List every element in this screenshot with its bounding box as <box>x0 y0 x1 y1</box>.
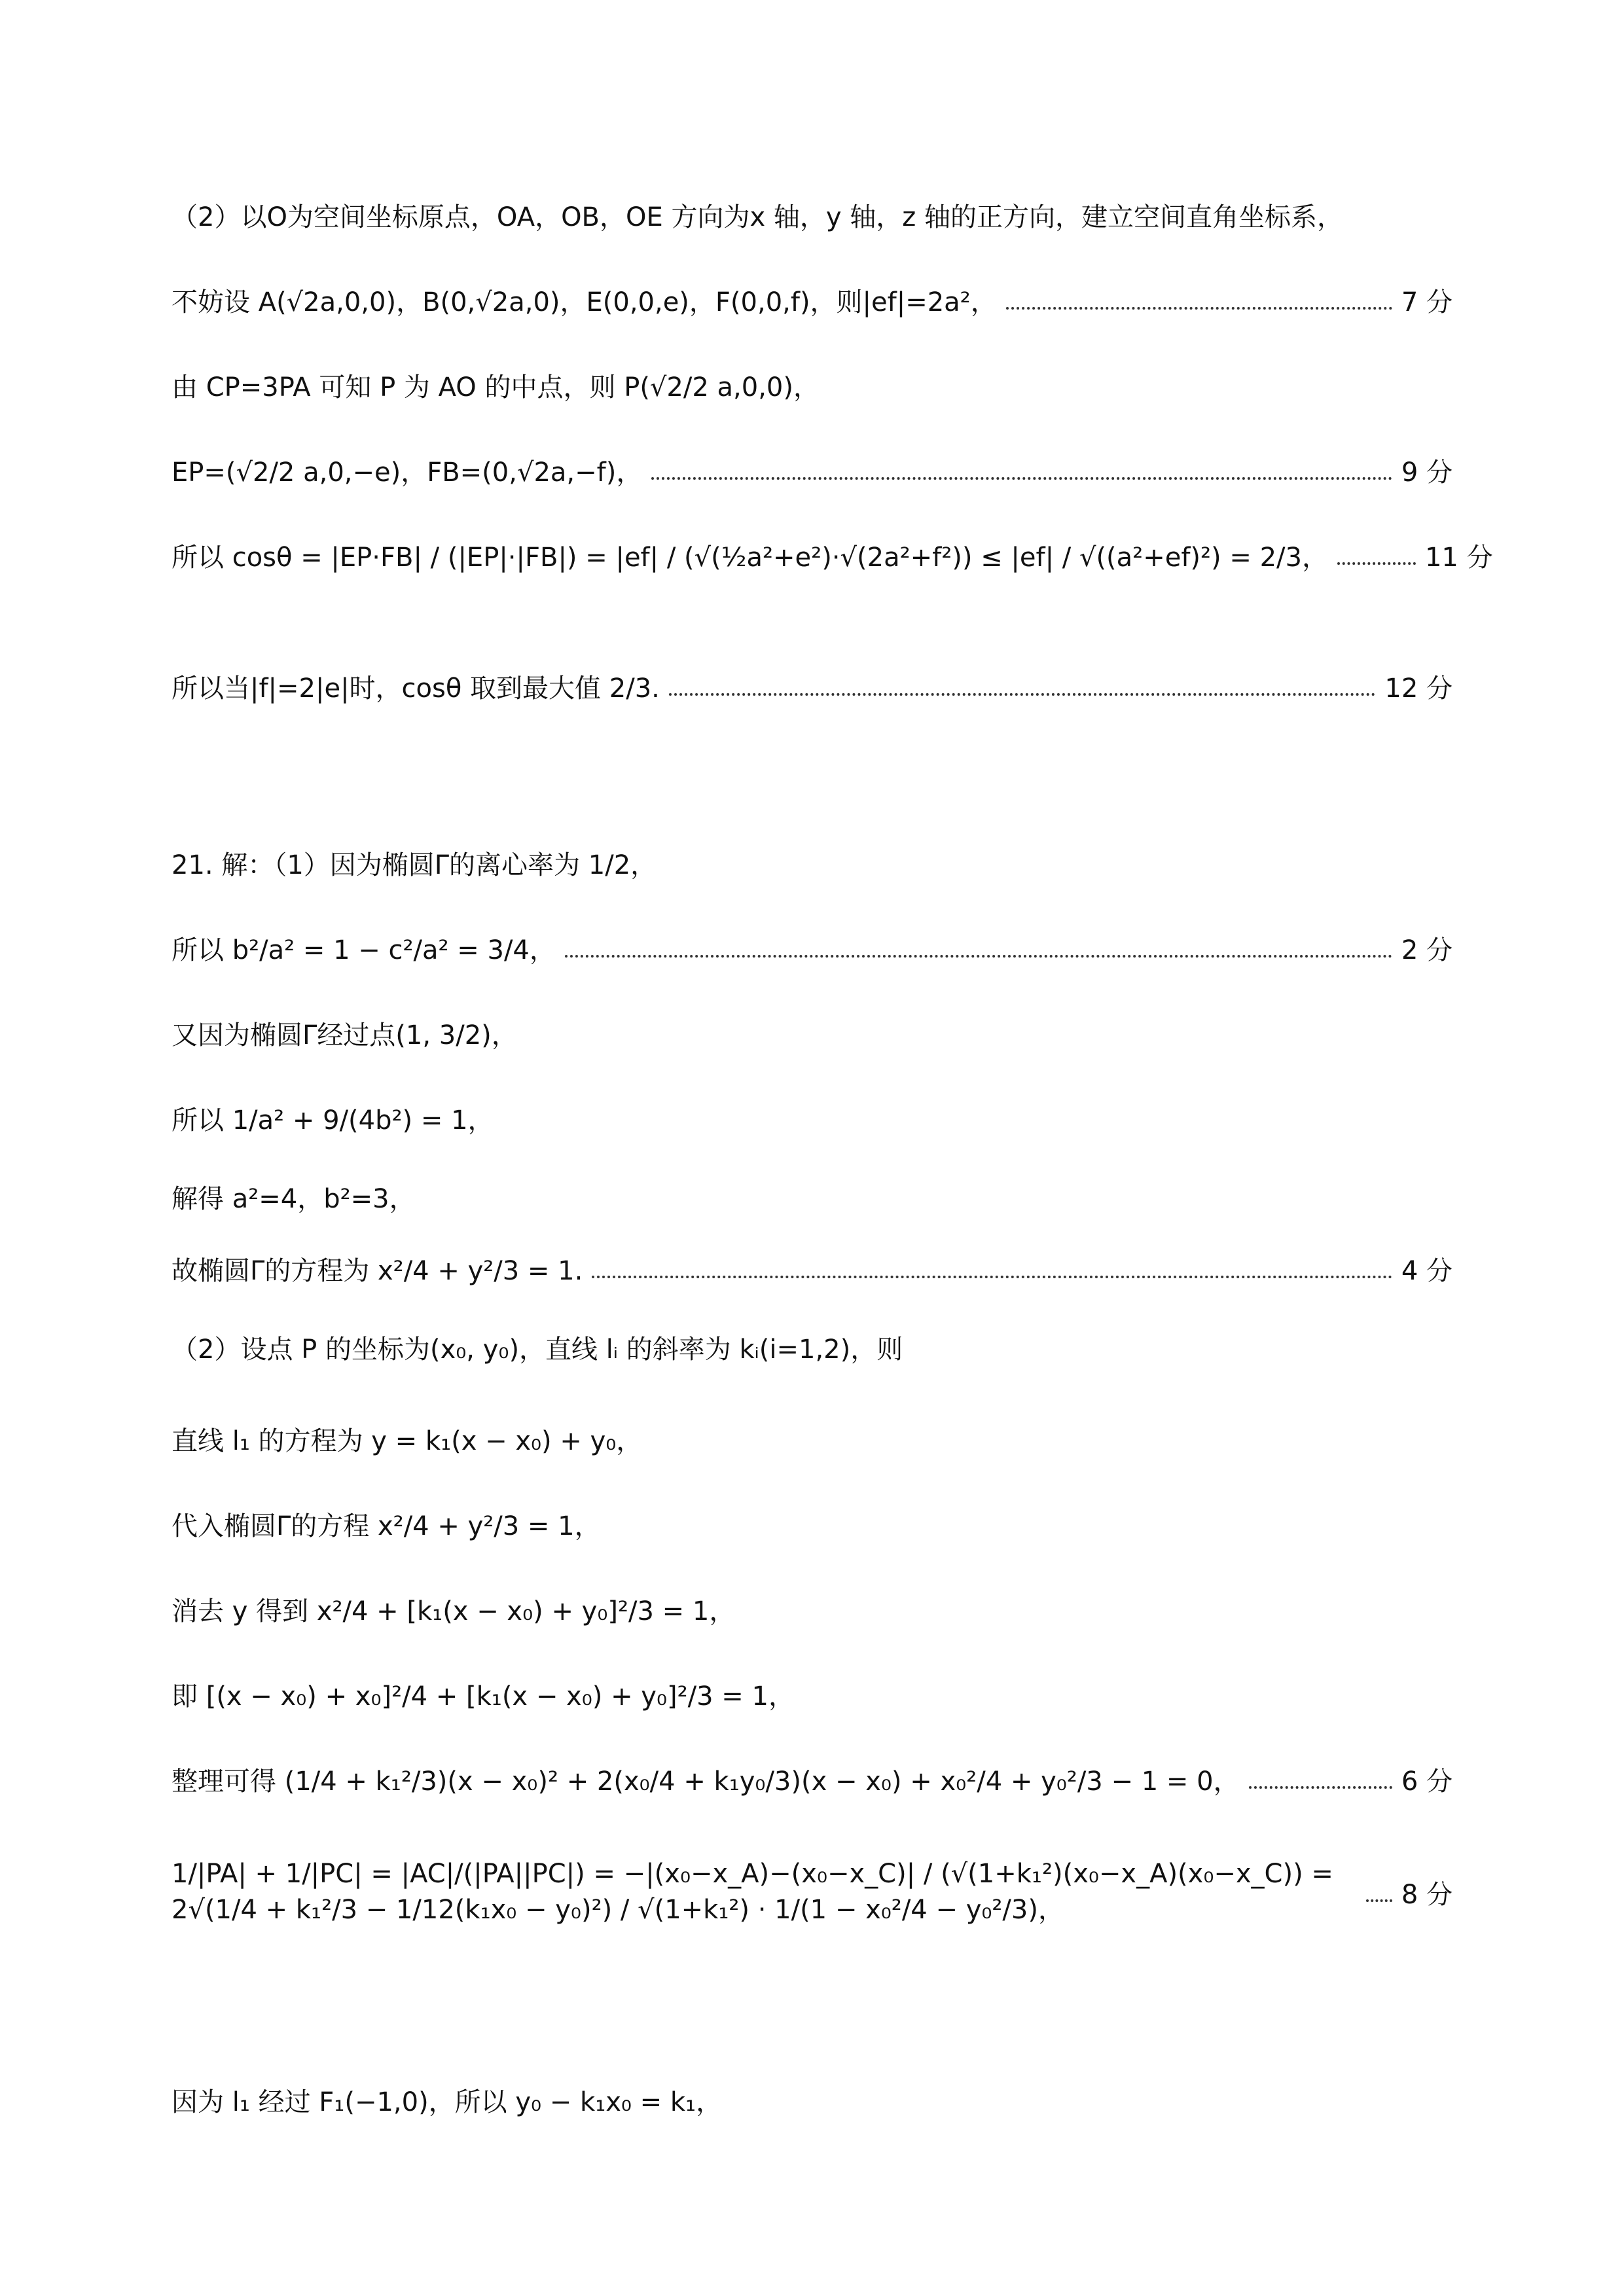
line-4 <box>171 452 1453 489</box>
score-label: 8 分 <box>1401 1880 1453 1910</box>
line-18-text: 整理可得 (1/4 + k₁²/3)(x − x₀)² + 2(x₀/4 + k₁y₀/3)(x − x₀) + x₀²/4 + y₀²/3 − 1 = 0， <box>171 1767 1240 1797</box>
line-8 <box>171 929 1453 967</box>
line-11 <box>171 1178 1453 1215</box>
line-5-text: 所以 cosθ = |EP·FB| / (|EP|·|FB|) = |ef| / (√(½a²+e²)·√(2a²+f²)) ≤ |ef| / √((a²+ef)²) = 2/3， <box>171 543 1328 573</box>
score-label: 9 分 <box>1401 457 1453 488</box>
line-17 <box>171 1676 1453 1713</box>
line-3-text: 由 CP=3PA 可知 P 为 AO 的中点，则 P(√2/2 a,0,0)， <box>171 372 820 403</box>
line-15 <box>171 1505 1453 1543</box>
dot-leader <box>1337 547 1416 565</box>
line-16 <box>171 1590 1453 1628</box>
dot-leader <box>1249 1770 1392 1789</box>
line-13 <box>171 1329 1453 1366</box>
dot-leader <box>565 939 1392 958</box>
score-label: 12 分 <box>1384 673 1453 704</box>
score-label: 4 分 <box>1401 1256 1453 1286</box>
line-4-text: EP=(√2/2 a,0,−e)，FB=(0,√2a,−f)， <box>171 457 643 488</box>
line-8-text: 所以 b²/a² = 1 − c²/a² = 3/4， <box>171 935 556 965</box>
line-19-text: 1/|PA| + 1/|PC| = |AC|/(|PA||PC|) = −|(x₀−x_A)−(x₀−x_C)| / (√(1+k₁²)(x₀−x_A)(x₀−x_C)) = 2√(1/4 + k₁²/3 − 1/12(k₁x₀ − y₀)²) / √(1+k₁²) · 1/(1 − x₀²/4 − y₀²/3)， <box>171 1859 1333 1925</box>
line-3 <box>171 367 1453 404</box>
line-12-text: 故椭圆Γ的方程为 x²/4 + y²/3 = 1. <box>171 1256 583 1286</box>
line-18 <box>171 1761 1453 1798</box>
line-14-text: 直线 l₁ 的方程为 y = k₁(x − x₀) + y₀， <box>171 1426 643 1456</box>
line-1-text: （2）以O为空间坐标原点，OA，OB，OE 方向为x 轴，y 轴，z 轴的正方向，建立空间直角坐标系， <box>171 202 1343 232</box>
line-9-text: 又因为椭圆Γ经过点(1, 3/2)， <box>171 1020 518 1050</box>
line-2 <box>171 281 1453 319</box>
score-label: 2 分 <box>1401 935 1453 965</box>
dot-leader <box>651 461 1392 480</box>
line-10 <box>171 1100 1453 1137</box>
line-7 <box>171 844 1453 882</box>
line-11-text: 解得 a²=4，b²=3， <box>171 1184 416 1214</box>
line-1 <box>171 196 1453 234</box>
line-15-text: 代入椭圆Γ的方程 x²/4 + y²/3 = 1， <box>171 1511 601 1541</box>
line-5 <box>171 537 1493 574</box>
line-13-text: （2）设点 P 的坐标为(x₀, y₀)，直线 lᵢ 的斜率为 kᵢ(i=1,2)，则 <box>171 1335 903 1365</box>
score-label: 6 分 <box>1401 1767 1453 1797</box>
line-2-text: 不妨设 A(√2a,0,0)，B(0,√2a,0)，E(0,0,e)，F(0,0,f)，则|ef|=2a²， <box>171 287 997 317</box>
line-14 <box>171 1420 1453 1458</box>
line-6 <box>171 668 1453 705</box>
line-19 <box>171 1859 1453 1926</box>
score-label: 7 分 <box>1401 287 1453 317</box>
line-20 <box>171 2081 1453 2119</box>
dot-leader <box>1006 291 1392 310</box>
line-12 <box>171 1250 1453 1287</box>
line-10-text: 所以 1/a² + 9/(4b²) = 1， <box>171 1105 494 1136</box>
line-6-text: 所以当|f|=2|e|时，cosθ 取到最大值 2/3. <box>171 673 660 704</box>
score-label: 11 分 <box>1424 543 1493 573</box>
dot-leader <box>669 677 1376 696</box>
line-9 <box>171 1014 1453 1052</box>
line-20-text: 因为 l₁ 经过 F₁(−1,0)，所以 y₀ − k₁x₀ = k₁， <box>171 2087 723 2117</box>
dot-leader <box>1366 1884 1392 1902</box>
line-16-text: 消去 y 得到 x²/4 + [k₁(x − x₀) + y₀]²/3 = 1， <box>171 1596 736 1626</box>
line-17-text: 即 [(x − x₀) + x₀]²/4 + [k₁(x − x₀) + y₀]²/3 = 1， <box>171 1681 795 1712</box>
line-7-text: 21. 解：（1）因为椭圆Γ的离心率为 1/2， <box>171 850 657 880</box>
dot-leader <box>592 1260 1392 1278</box>
